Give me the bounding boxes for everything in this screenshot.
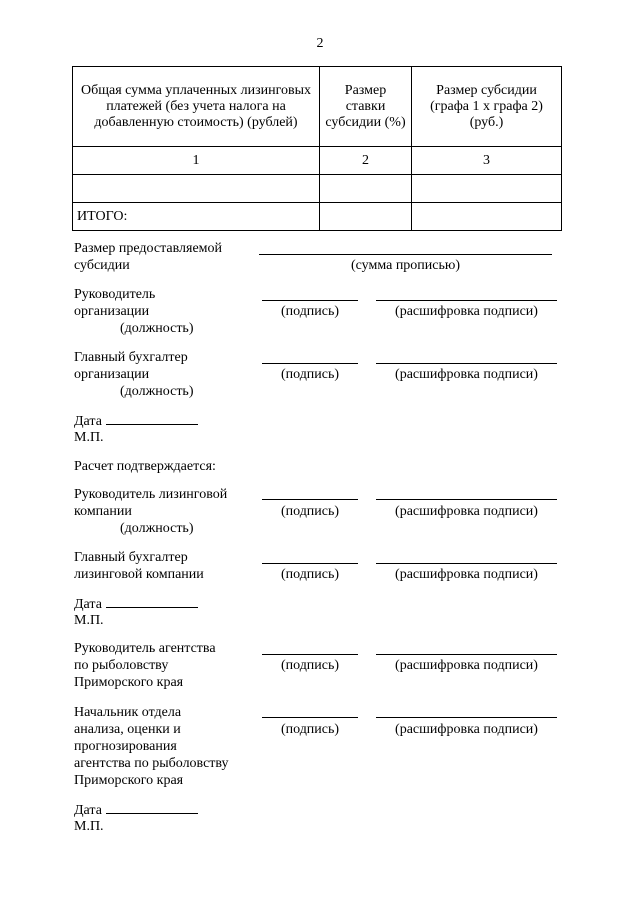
agency-head-signature-line[interactable] bbox=[262, 654, 358, 655]
stamp-3: М.П. bbox=[74, 819, 104, 834]
dept-head-decoding-caption: (расшифровка подписи) bbox=[395, 722, 538, 737]
org-head-decoding-line[interactable] bbox=[376, 300, 557, 301]
header-total-payments: Общая сумма уплаченных лизинговых платежей (без учета налога на добавленную стоимость) (рублей) bbox=[73, 67, 320, 147]
org-head-signature-caption: (подпись) bbox=[280, 304, 340, 319]
stamp-1: М.П. bbox=[74, 430, 104, 445]
leasing-accountant-line2: лизинговой компании bbox=[74, 567, 204, 582]
dept-head-line4: агентства по рыболовству bbox=[74, 756, 229, 771]
subsidy-words-line[interactable] bbox=[259, 254, 552, 255]
leasing-head-decoding-line[interactable] bbox=[376, 499, 557, 500]
total-label: ИТОГО: bbox=[73, 203, 320, 231]
leasing-head-signature-caption: (подпись) bbox=[280, 504, 340, 519]
table-cell[interactable] bbox=[320, 175, 412, 203]
dept-head-decoding-line[interactable] bbox=[376, 717, 557, 718]
column-number-3: 3 bbox=[412, 147, 562, 175]
dept-head-line3: прогнозирования bbox=[74, 739, 177, 754]
agency-head-decoding-caption: (расшифровка подписи) bbox=[395, 658, 538, 673]
date-label: Дата bbox=[74, 803, 102, 818]
table-row bbox=[73, 175, 562, 203]
agency-head-line1: Руководитель агентства bbox=[74, 641, 216, 656]
date-line[interactable] bbox=[106, 801, 198, 814]
agency-head-line3: Приморского края bbox=[74, 675, 184, 690]
org-accountant-line1: Главный бухгалтер bbox=[74, 350, 188, 365]
column-number-2: 2 bbox=[320, 147, 412, 175]
org-accountant-decoding-caption: (расшифровка подписи) bbox=[395, 367, 538, 382]
dept-head-line1: Начальник отдела bbox=[74, 705, 182, 720]
leasing-head-line1: Руководитель лизинговой bbox=[74, 487, 228, 502]
org-head-line1: Руководитель bbox=[74, 287, 156, 302]
date-label: Дата bbox=[74, 414, 102, 429]
stamp-2: М.П. bbox=[74, 613, 104, 628]
date-label: Дата bbox=[74, 597, 102, 612]
org-head-position: (должность) bbox=[120, 321, 194, 336]
subsidy-label-line2: субсидии bbox=[74, 258, 130, 273]
date-line[interactable] bbox=[106, 412, 198, 425]
subsidy-calculation-table bbox=[72, 66, 562, 231]
dept-head-signature-caption: (подпись) bbox=[280, 722, 340, 737]
header-rate: Размер ставки субсидии (%) bbox=[320, 67, 412, 147]
agency-head-signature-caption: (подпись) bbox=[280, 658, 340, 673]
date-3 bbox=[74, 801, 198, 819]
leasing-accountant-line1: Главный бухгалтер bbox=[74, 550, 188, 565]
date-1 bbox=[74, 412, 198, 430]
subsidy-words-caption: (сумма прописью) bbox=[350, 258, 461, 273]
dept-head-line5: Приморского края bbox=[74, 773, 184, 788]
dept-head-line2: анализа, оценки и bbox=[74, 722, 181, 737]
table-cell[interactable] bbox=[412, 175, 562, 203]
confirmed-text: Расчет подтверждается: bbox=[74, 459, 216, 474]
subsidy-label-line1: Размер предоставляемой bbox=[74, 241, 223, 256]
table-cell[interactable] bbox=[412, 203, 562, 231]
date-line[interactable] bbox=[106, 595, 198, 608]
leasing-head-decoding-caption: (расшифровка подписи) bbox=[395, 504, 538, 519]
leasing-accountant-decoding-caption: (расшифровка подписи) bbox=[395, 567, 538, 582]
date-2 bbox=[74, 595, 198, 613]
org-accountant-line2: организации bbox=[74, 367, 150, 382]
leasing-accountant-signature-caption: (подпись) bbox=[280, 567, 340, 582]
leasing-head-position: (должность) bbox=[120, 521, 194, 536]
org-head-signature-line[interactable] bbox=[262, 300, 358, 301]
agency-head-line2: по рыболовству bbox=[74, 658, 169, 673]
total-row bbox=[73, 203, 562, 231]
org-head-line2: организации bbox=[74, 304, 150, 319]
org-head-decoding-caption: (расшифровка подписи) bbox=[395, 304, 538, 319]
org-accountant-decoding-line[interactable] bbox=[376, 363, 557, 364]
column-number-1: 1 bbox=[73, 147, 320, 175]
org-accountant-position: (должность) bbox=[120, 384, 194, 399]
page-number: 2 bbox=[316, 36, 324, 51]
org-accountant-signature-caption: (подпись) bbox=[280, 367, 340, 382]
leasing-head-line2: компании bbox=[74, 504, 132, 519]
agency-head-decoding-line[interactable] bbox=[376, 654, 557, 655]
leasing-accountant-decoding-line[interactable] bbox=[376, 563, 557, 564]
column-numbers-row bbox=[73, 147, 562, 175]
table-cell[interactable] bbox=[73, 175, 320, 203]
leasing-accountant-signature-line[interactable] bbox=[262, 563, 358, 564]
table-header-row bbox=[73, 67, 562, 147]
header-subsidy-amount: Размер субсидии (графа 1 х графа 2) (руб.) bbox=[412, 67, 562, 147]
leasing-head-signature-line[interactable] bbox=[262, 499, 358, 500]
dept-head-signature-line[interactable] bbox=[262, 717, 358, 718]
table-cell[interactable] bbox=[320, 203, 412, 231]
org-accountant-signature-line[interactable] bbox=[262, 363, 358, 364]
